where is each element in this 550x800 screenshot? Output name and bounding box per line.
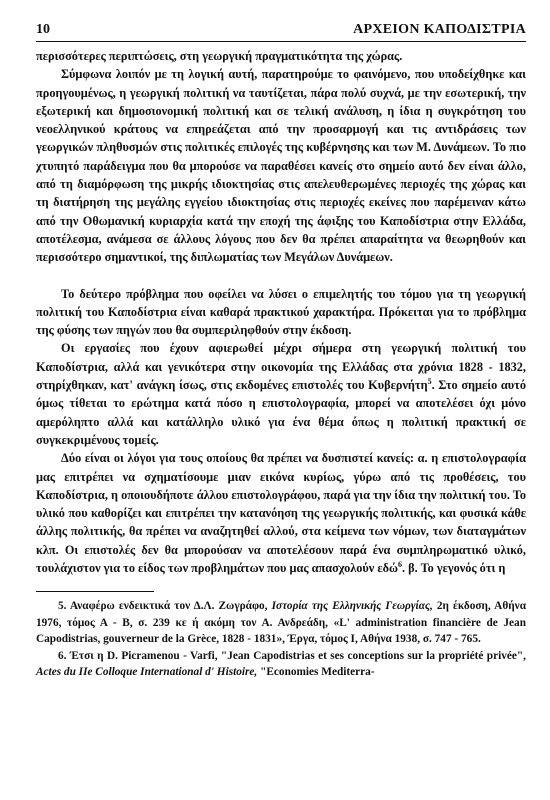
paragraph-5-text: Δύο είναι οι λόγοι για τους οποίους θα πρέπει να δυσπιστεί κανείς: α. η επιστολογραφία μας επιτρέπει να σχηματίσουμε μιαν εικόνα κυρίως, γύρω από τις προθέσεις, του Καποδίστρια, η οποιουδήποτε άλλου επιστολογράφου, παρά για την ίδια την πολιτική του. Το υλικό που καθορίζει και επιτρέπει την κατανόηση της γεωργικής πολιτικής, και φυσικά κάθε άλλης πολιτικής, θα πρέπει να αναζητηθεί αλλού, στα κείμενα των νόμων, των διαταγμάτων κλπ. Οι επιστολές δεν θα μπορούσαν να αποτελέσουν παρά ένα συμπληρωματικό υλικό, τουλάχιστον για το είδος των προβλημάτων που μας απασχολούν εδώ [36, 451, 526, 576]
footnote-6-lead: 6. Έτσι η D. Picramenou - Varfi, "Jean Capodistrias et ses conceptions sur la propriété privée", [58, 649, 526, 662]
paragraph-4 [36, 339, 526, 449]
running-header [36, 22, 526, 42]
running-title: ΑΡΧΕΙΟΝ ΚΑΠΟΔΙΣΤΡΙΑ [353, 22, 526, 37]
paragraph-continued: περισσότερες περιπτώσεις, στη γεωργική πραγματικότητα της χώρας. [36, 49, 403, 63]
footnote-5-lead: 5. Αναφέρω ενδεικτικά τον Δ.Λ. Ζωγράφο, [58, 600, 268, 613]
footnotes [36, 598, 526, 681]
footnote-ref-6: 6 [398, 559, 403, 569]
footnote-5 [36, 598, 526, 648]
footnote-6-title: Actes du IIe Colloque International d' Histoire, [36, 666, 258, 679]
page-number: 10 [36, 22, 50, 37]
footnote-6 [36, 648, 526, 681]
footnote-5-rest: 2η έκδοση, Αθήνα 1976, τόμος Α - Β, σ. 239 κε ή ακόμη τον Α. Ανδρεάδη, «L' administration financière de Jean Capodistrias, gouverneur de la Grèce, 1828 - 1831», Έργα, τόμος Ι, Αθήνα 1938, σ. 747 - 765. [36, 600, 527, 646]
footnote-5-title: Ιστορία της Ελληνικής Γεωργίας, [271, 600, 433, 613]
paragraph-5 [36, 449, 526, 577]
footnote-ref-5: 5 [427, 376, 432, 386]
paragraph-3: Το δεύτερο πρόβλημα που οφείλει να λύσει ο επιμελητής του τόμου για τη γεωργική πολιτική του Καποδίστρια είναι καθαρά πρακτικού χαρακτήρα. Πρόκειται για το πρόβλημα της φύσης των πηγών που θα συμπεριληφθούν στην έκδοση. [36, 286, 526, 338]
body-text [36, 47, 526, 577]
paragraph-5-text-end: . β. Το γεγονός ότι η [402, 561, 506, 576]
paragraph-4-text-end: . Στο σημείο αυτό όμως τίθεται το ερώτημα κατά πόσο η επιστολογραφία, μπορεί να αποτελέσει όχι μόνο αμερόληπτο αλλά και κατάλληλο υλικό για ένα θέμα όπως η πολιτική πρακτική σε συγκεκριμένους τομείς. [36, 378, 526, 447]
page [36, 22, 526, 681]
footnote-rule [36, 591, 154, 592]
paragraph-4-text: Οι εργασίες που έχουν αφιερωθεί μέχρι σήμερα στη γεωργική πολιτική του Καποδίστρια, αλλά και γενικότερα στην οικονομία της Ελλάδας στα χρόνια 1828 - 1832, στηρίχθηκαν, κατ' ανάγκη ίσως, στις εκδομένες επιστολές του Κυβερνήτη [36, 341, 526, 393]
paragraph-2: Σύμφωνα λοιπόν με τη λογική αυτή, παρατηρούμε το φαινόμενο, που υποδείχθηκε και προηγουμένως, η γεωργική πολιτική να ταυτίζεται, πάρα πολύ συχνά, με την εσωτερική, την εξωτερική και δημοσιονομική πολιτική και σε τελική ανάλυση, η ίδια η συγκρότηση του νεοελληνικού κράτους να επηρεάζεται από την προσαρμογή και τις αντιδράσεις των γεωργικών πληθυσμών στις πολιτικές επιλογές της κυβέρνησης και των Μ. Δυνάμεων. Το πιο χτυπητό παράδειγμα που θα μπορούσε να παραθέσει κανείς στο σημείο αυτό δεν είναι άλλο, από τη διαμόρφωση της μικρής ιδιοκτησίας στις απελευθερωμένες περιοχές της χώρας και τη διατήρηση της μεγάλης εγγείου ιδιοκτησίας στις περιοχές εκείνες που παρέμειναν κάτω από την Οθωμανική κυριαρχία κατά την εποχή της άφιξης του Καποδίστρια στην Ελλάδα, αποτέλεσμα, ανάμεσα σε άλλους λόγους που δεν θα πρέπει απαραίτητα να θεωρηθούν και περισσότερο σημαντικοί, της διπλωματίας των Μεγάλων Δυνάμεων. [36, 67, 526, 265]
footnote-6-rest: "Economies Mediterra- [260, 666, 375, 679]
